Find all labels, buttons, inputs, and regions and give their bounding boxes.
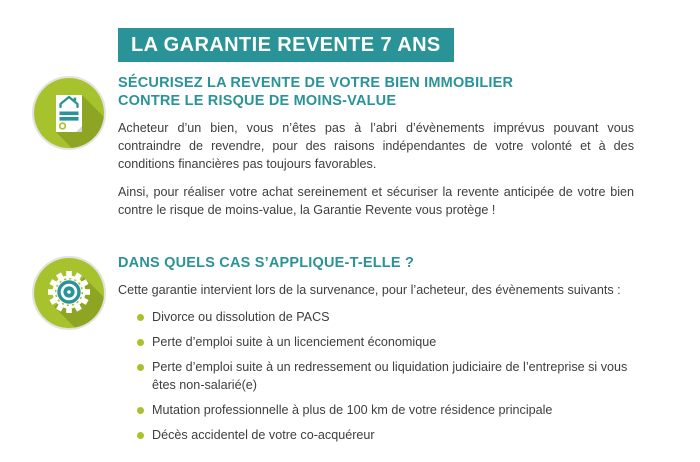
- section-revente: [118, 74, 634, 219]
- list-item-licenciement: Perte d’emploi suite à un licenciement économique: [118, 333, 634, 351]
- list-item-deces: Décès accidentel de votre co-acquéreur: [118, 426, 634, 444]
- gear-icon: [31, 255, 107, 331]
- list-item-redressement: Perte d’emploi suite à un redressement ou liquidation judiciaire de l’entreprise si vous êtes non-salarié(e): [118, 358, 634, 394]
- cas-intro-text: Cette garantie intervient lors de la survenance, pour l’acheteur, des évènements suivants :: [118, 283, 621, 297]
- paragraph-evenements-imprevus: Acheteur d’un bien, vous n’êtes pas à l’abri d’évènements imprévus pouvant vous contraindre de revendre, pour des raisons indépendantes de votre volonté et à des conditions financières pas toujours favorables.: [118, 121, 634, 171]
- section-cas-heading: DANS QUELS CAS S’APPLIQUE-T-ELLE ?: [118, 255, 415, 271]
- house-contract-icon: [31, 75, 107, 151]
- events-list: [118, 308, 634, 444]
- section-cas-application: [118, 254, 634, 451]
- section-revente-heading: [118, 74, 634, 110]
- page-title: LA GARANTIE REVENTE 7 ANS: [118, 28, 454, 62]
- heading-line-2: CONTRE LE RISQUE DE MOINS-VALUE: [118, 93, 397, 109]
- paragraph-garantie-protege: Ainsi, pour réaliser votre achat sereinement et sécuriser la revente anticipée de votre bien contre le risque de moins-value, la Garantie Revente vous protège !: [118, 185, 634, 217]
- list-item-mutation: Mutation professionnelle à plus de 100 km de votre résidence principale: [118, 401, 634, 419]
- heading-line-1: SÉCURISEZ LA REVENTE DE VOTRE BIEN IMMOBILIER: [118, 75, 514, 91]
- list-item-divorce: Divorce ou dissolution de PACS: [118, 308, 634, 326]
